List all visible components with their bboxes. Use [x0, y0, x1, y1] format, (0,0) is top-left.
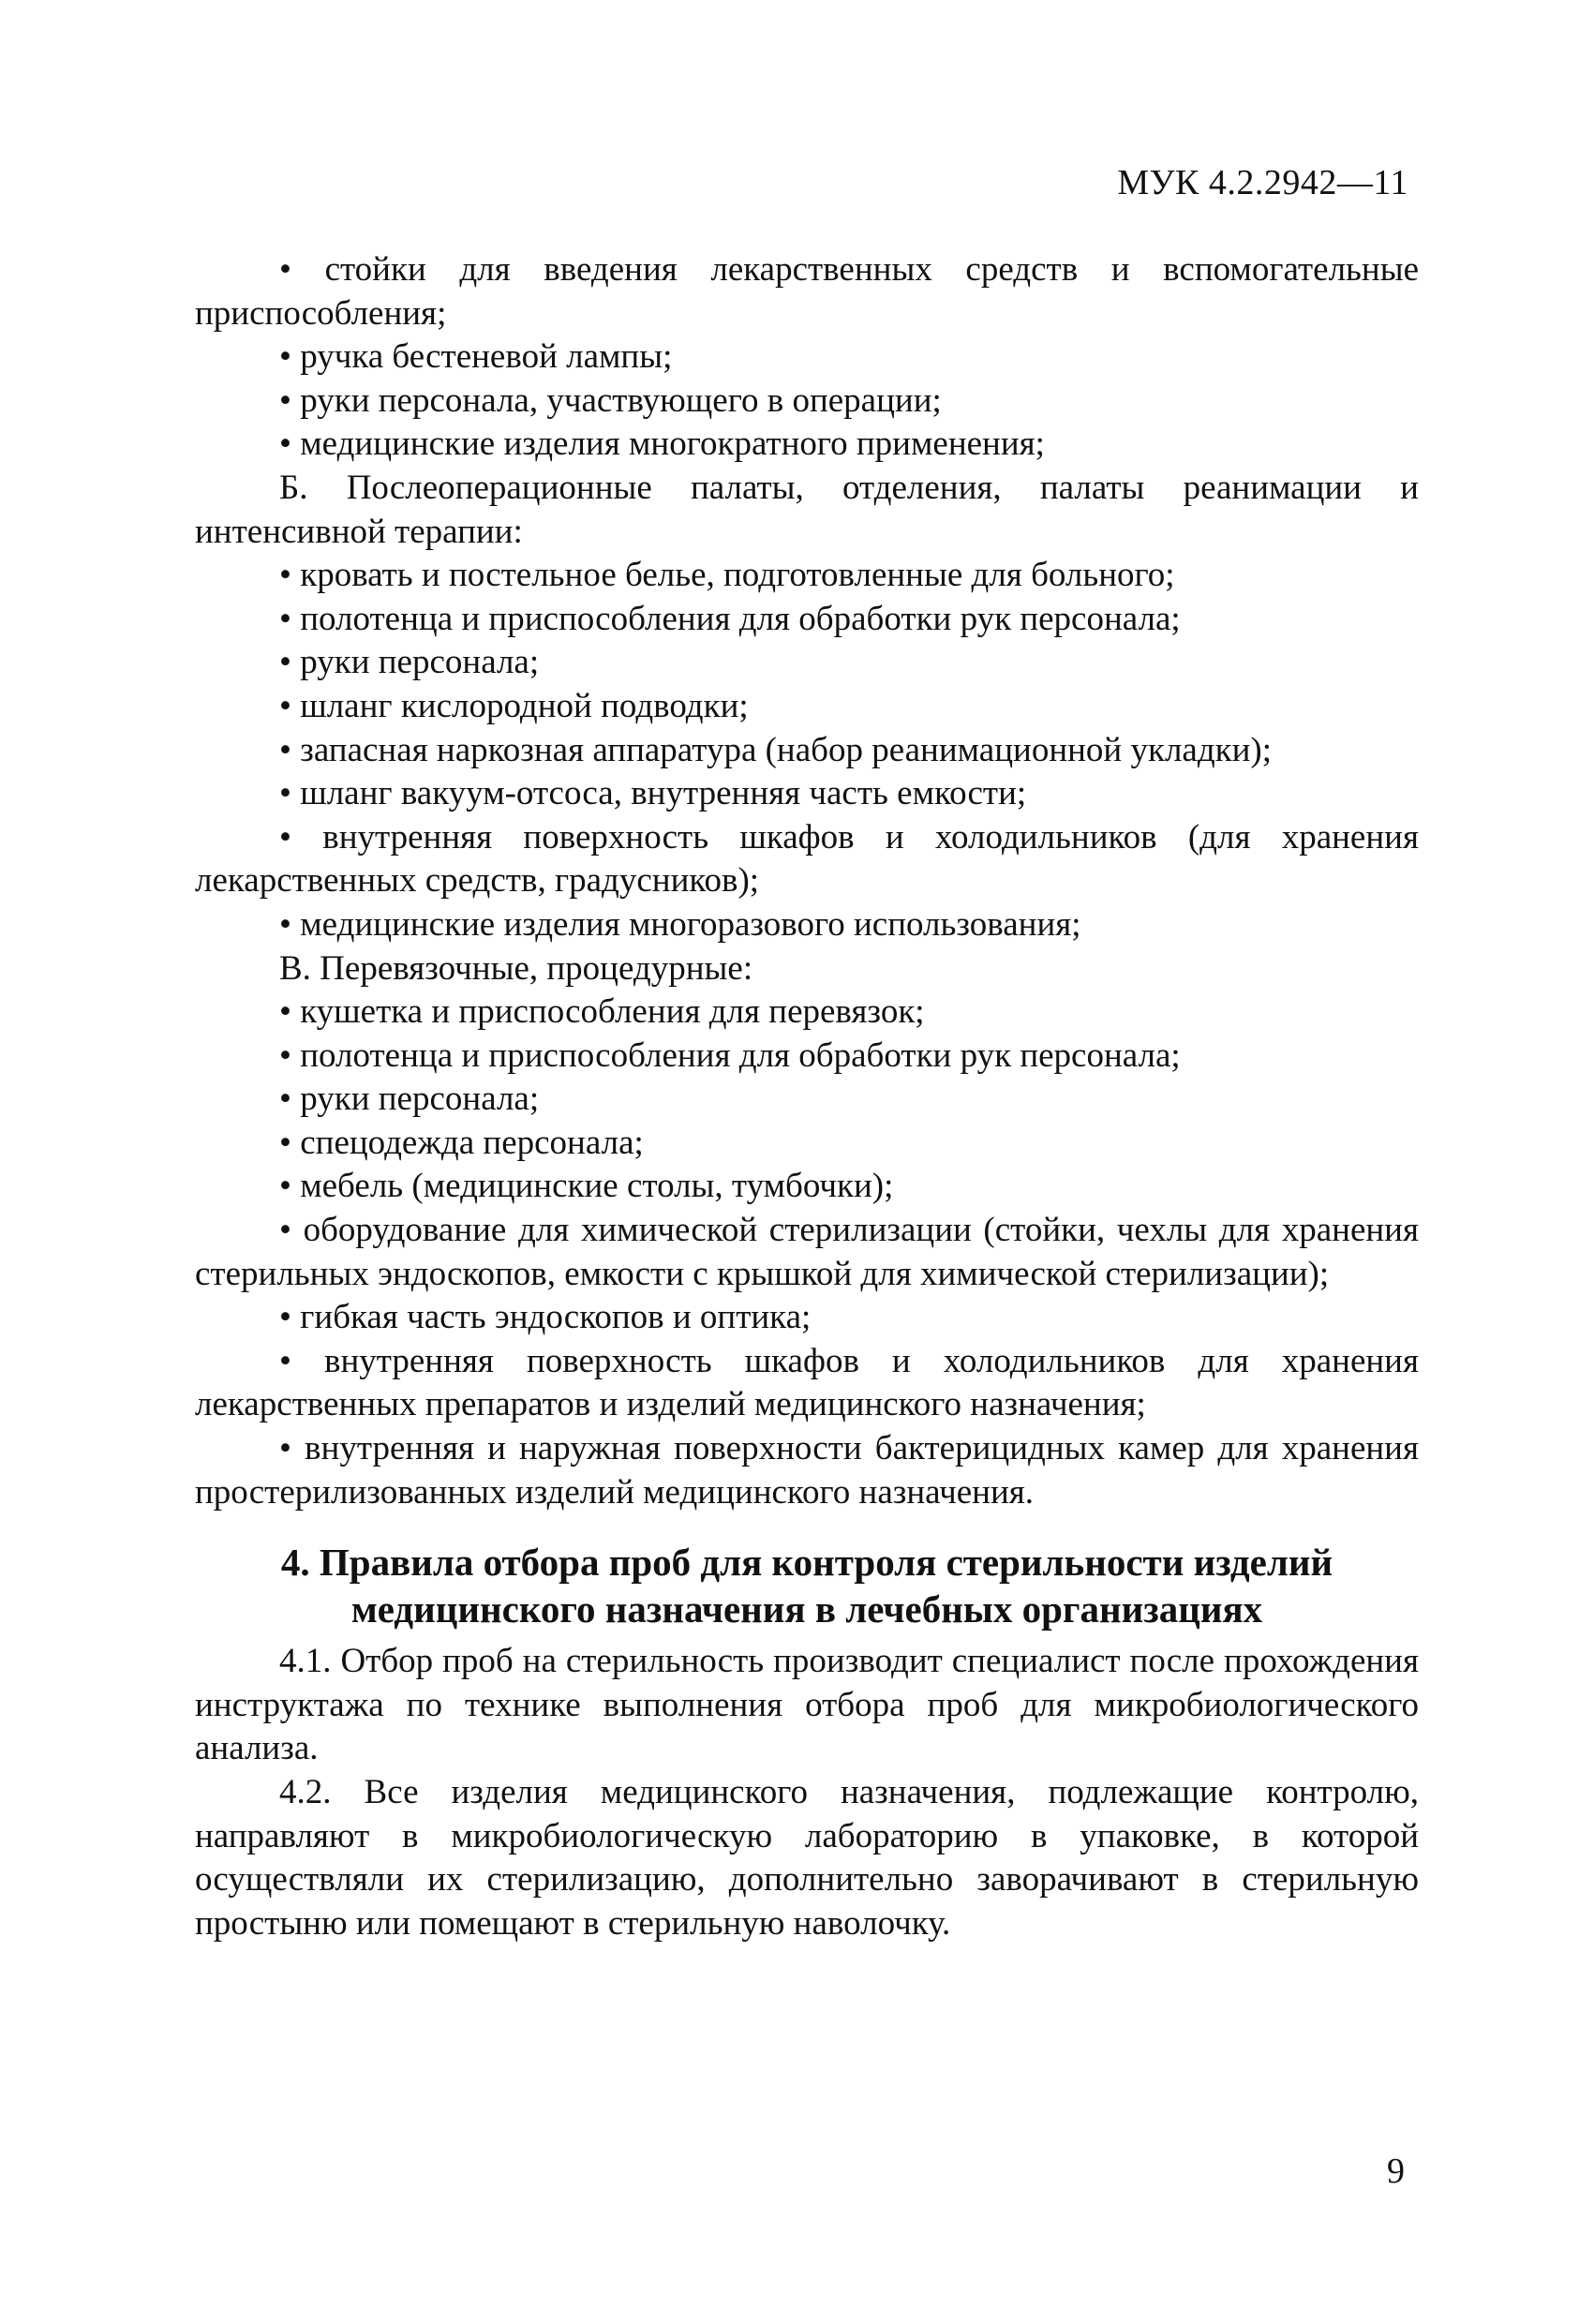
list-item: • кушетка и приспособления для перевязок;	[195, 991, 1419, 1035]
list-item: • оборудование для химической стерилизации (стойки, чехлы для хранения стерильных эндоскопов, емкости с крышкой для химической стерилизации);	[195, 1209, 1419, 1296]
list-item: • руки персонала, участвующего в операции;	[195, 380, 1419, 424]
list-item: • медицинские изделия многоразового использования;	[195, 903, 1419, 947]
list-item: • внутренняя поверхность шкафов и холодильников (для хранения лекарственных средств, градусников);	[195, 816, 1419, 903]
list-item: • шланг вакуум-отсоса, внутренняя часть емкости;	[195, 772, 1419, 816]
list-item: • спецодежда персонала;	[195, 1122, 1419, 1166]
section-heading	[195, 1539, 1419, 1632]
list-item: • руки персонала;	[195, 641, 1419, 685]
section-heading-line: медицинского назначения в лечебных организациях	[350, 1587, 1263, 1631]
section-paragraph: 4.2. Все изделия медицинского назначения, подлежащие контролю, направляют в микробиологическую лабораторию в упаковке, в которой осуществляли их стерилизацию, дополнительно заворачивают в стерильную простыню или помещают в стерильную наволочку.	[195, 1773, 1419, 1943]
list-item: • руки персонала;	[195, 1078, 1419, 1122]
subsection-label: Б. Послеоперационные палаты, отделения, палаты реанимации и интенсивной терапии:	[195, 468, 1419, 551]
list-item: • полотенца и приспособления для обработки рук персонала;	[195, 1035, 1419, 1079]
section-heading-line: 4. Правила отбора проб для контроля стерильности изделий	[280, 1541, 1333, 1585]
list-item: • запасная наркозная аппаратура (набор реанимационной укладки);	[195, 729, 1419, 773]
list-item: • медицинские изделия многократного применения;	[195, 423, 1419, 467]
page-body	[195, 248, 1419, 1945]
page-number: 9	[1387, 2152, 1405, 2191]
subsection-label: В. Перевязочные, процедурные:	[279, 948, 753, 988]
list-item: • стойки для введения лекарственных средств и вспомогательные приспособления;	[195, 248, 1419, 335]
list-item: • полотенца и приспособления для обработки рук персонала;	[195, 598, 1419, 642]
list-item: • шланг кислородной подводки;	[195, 685, 1419, 729]
list-item: • мебель (медицинские столы, тумбочки);	[195, 1165, 1419, 1209]
list-item: • внутренняя и наружная поверхности бактерицидных камер для хранения простерилизованных изделий медицинского назначения.	[195, 1427, 1419, 1514]
list-item: • гибкая часть эндоскопов и оптика;	[195, 1296, 1419, 1340]
section-paragraph: 4.1. Отбор проб на стерильность производит специалист после прохождения инструктажа по технике выполнения отбора проб для микробиологического анализа.	[195, 1642, 1419, 1768]
list-item: • кровать и постельное белье, подготовленные для больного;	[195, 554, 1419, 598]
list-item: • внутренняя поверхность шкафов и холодильников для хранения лекарственных препаратов и изделий медицинского назначения;	[195, 1340, 1419, 1427]
document-code: МУК 4.2.2942—11	[1117, 163, 1408, 202]
list-item: • ручка бестеневой лампы;	[195, 335, 1419, 380]
